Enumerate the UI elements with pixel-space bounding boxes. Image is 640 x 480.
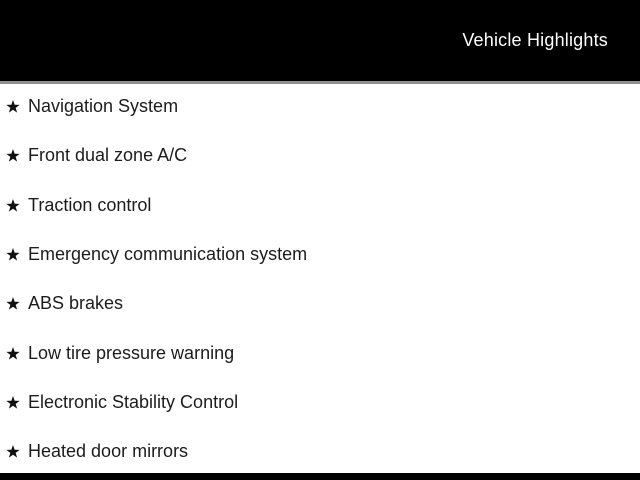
features-list [0,82,640,476]
feature-label: Front dual zone A/C [28,145,188,166]
feature-row [0,279,640,328]
feature-row [0,328,640,377]
star-icon [6,445,20,459]
bottom-bar [0,473,640,480]
feature-label: Electronic Stability Control [28,391,239,412]
feature-label: Low tire pressure warning [28,342,235,363]
feature-row [0,378,640,427]
feature-label: ABS brakes [28,293,124,314]
star-icon [6,100,20,114]
star-icon [6,149,20,163]
feature-label: Traction control [28,194,152,215]
star-icon [6,198,20,212]
star-icon [6,346,20,360]
feature-row [0,82,640,131]
feature-label: Navigation System [28,96,179,117]
section-header-bar [0,0,640,84]
feature-label: Emergency communication system [28,244,308,265]
section-title: Vehicle Highlights [462,30,608,50]
star-icon [6,395,20,409]
feature-row [0,427,640,476]
feature-row [0,131,640,180]
star-icon [6,297,20,311]
feature-label: Heated door mirrors [28,441,189,462]
feature-row [0,230,640,279]
feature-row [0,181,640,230]
star-icon [6,248,20,262]
